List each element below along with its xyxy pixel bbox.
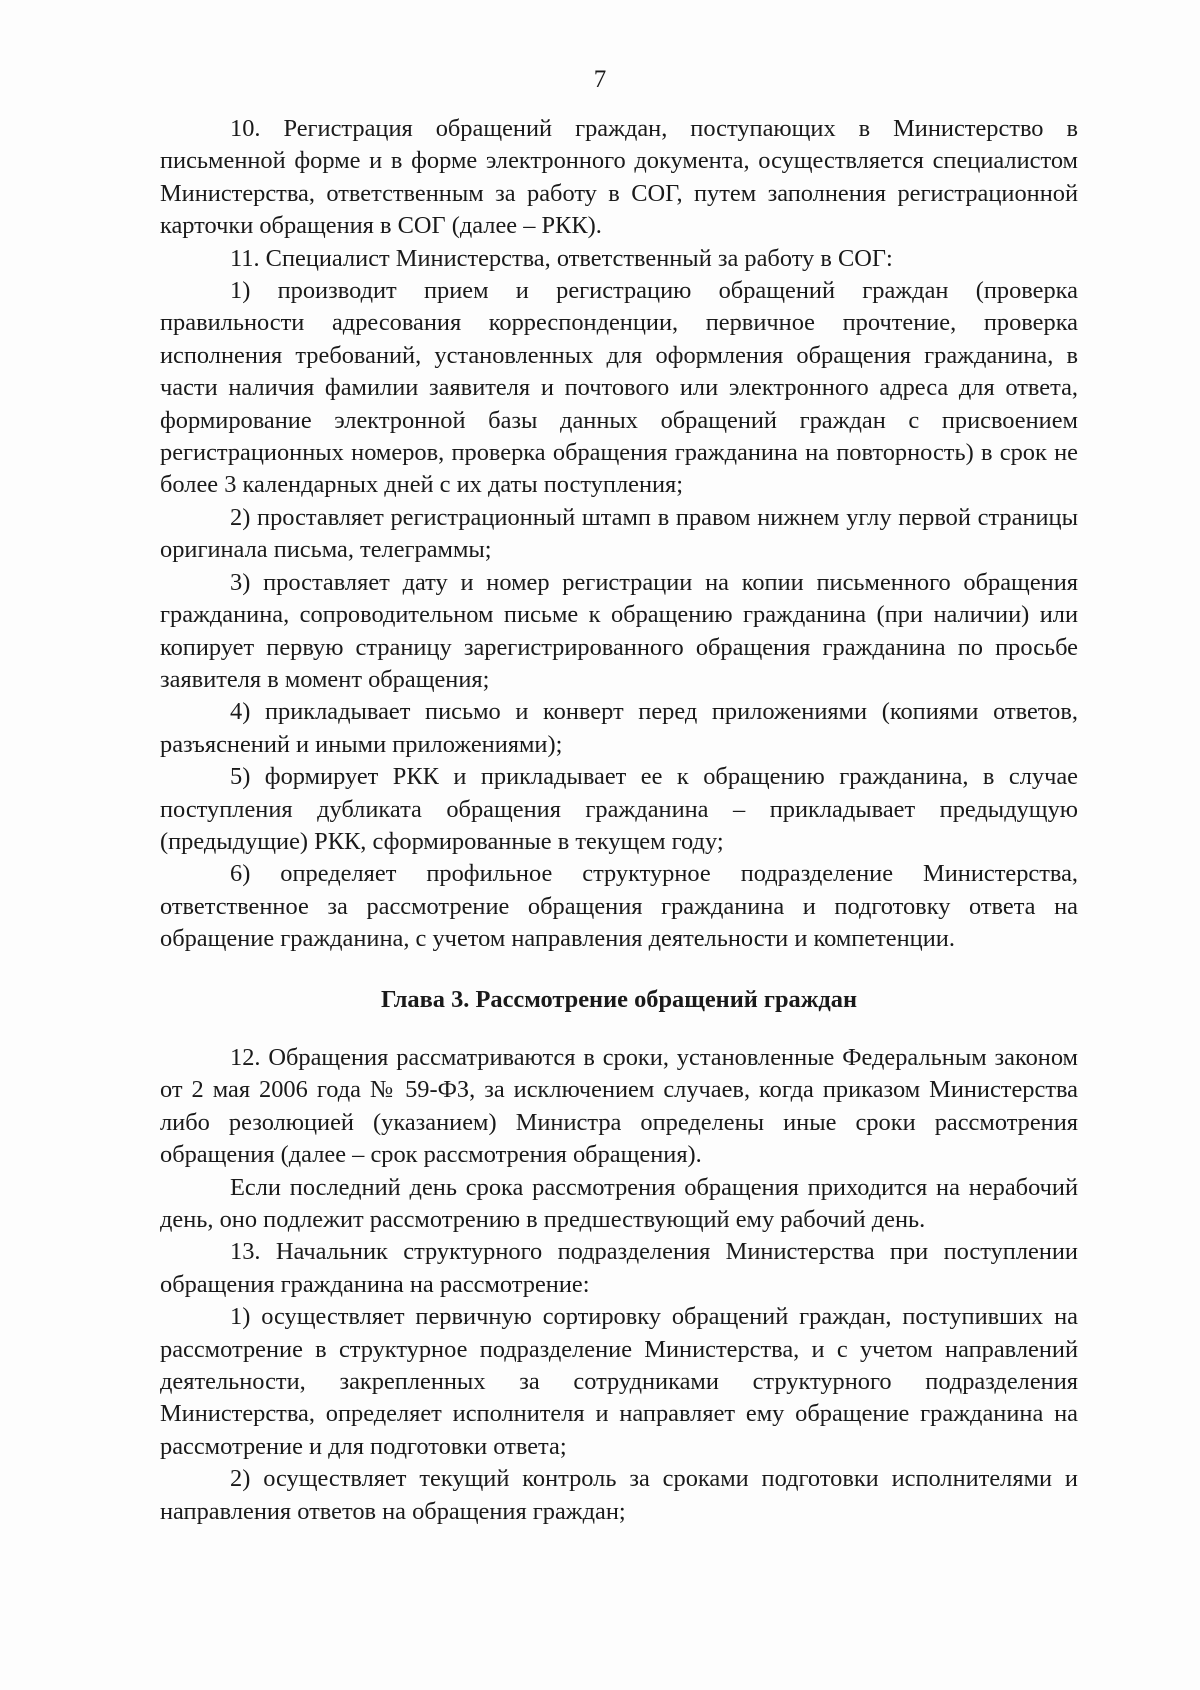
- document-body: [160, 113, 1078, 1528]
- paragraph-11-item-3: 3) проставляет дату и номер регистрации на копии письменного обращения гражданина, сопроводительном письме к обращению гражданина (при наличии) или копирует первую страницу зарегистрированного обращения гражданина по просьбе заявителя в момент обращения;: [160, 568, 1078, 693]
- paragraph-11-item-6: 6) определяет профильное структурное подразделение Министерства, ответственное за рассмотрение обращения гражданина и подготовку ответа на обращение гражданина, с учетом направления деятельности и компетенции.: [160, 860, 1078, 953]
- paragraph-13-item-2: 2) осуществляет текущий контроль за сроками подготовки исполнителями и направления ответов на обращения граждан;: [160, 1465, 1078, 1525]
- paragraph-11-item-4: 4) прикладывает письмо и конверт перед приложениями (копиями ответов, разъяснений и иными приложениями);: [160, 698, 1078, 758]
- paragraph-11-item-1: 1) производит прием и регистрацию обращений граждан (проверка правильности адресования корреспонденции, первичное прочтение, проверка исполнения требований, установленных для оформления обращения гражданина, в части наличия фамилии заявителя и почтового или электронного адреса для ответа, формирование электронной базы данных обращений граждан с присвоением регистрационных номеров, проверка обращения гражданина на повторность) в срок не более 3 календарных дней с их даты поступления;: [160, 277, 1078, 499]
- page-number: 7: [593, 66, 607, 93]
- paragraph-13: 13. Начальник структурного подразделения Министерства при поступлении обращения гражданина на рассмотрение:: [160, 1238, 1078, 1298]
- paragraph-12: 12. Обращения рассматриваются в сроки, установленные Федеральным законом от 2 мая 2006 года № 59-ФЗ, за исключением случаев, когда приказом Министерства либо резолюцией (указанием) Министра определены иные сроки рассмотрения обращения (далее – срок рассмотрения обращения).: [160, 1043, 1078, 1169]
- paragraph-11-item-2: 2) проставляет регистрационный штамп в правом нижнем углу первой страницы оригинала письма, телеграммы;: [160, 503, 1078, 564]
- chapter-heading: Глава 3. Рассмотрение обращений граждан: [380, 985, 858, 1013]
- paragraph-10: 10. Регистрация обращений граждан, поступающих в Министерство в письменной форме и в форме электронного документа, осуществляется специалистом Министерства, ответственным за работу в СОГ, путем заполнения регистрационной карточки обращения в СОГ (далее – РКК).: [160, 115, 1078, 240]
- paragraph-12-continuation: Если последний день срока рассмотрения обращения приходится на нерабочий день, оно подлежит рассмотрению в предшествующий ему рабочий день.: [160, 1173, 1078, 1233]
- paragraph-11: 11. Специалист Министерства, ответственный за работу в СОГ:: [230, 244, 893, 272]
- paragraph-13-item-1: 1) осуществляет первичную сортировку обращений граждан, поступивших на рассмотрение в структурное подразделение Министерства, и с учетом направлений деятельности, закрепленных за сотрудниками структурного подразделения Министерства, определяет исполнителя и направляет ему обращение гражданина на рассмотрение и для подготовки ответа;: [160, 1303, 1078, 1460]
- paragraph-11-item-5: 5) формирует РКК и прикладывает ее к обращению гражданина, в случае поступления дубликата обращения гражданина – прикладывает предыдущую (предыдущие) РКК, сформированные в текущем году;: [160, 763, 1078, 855]
